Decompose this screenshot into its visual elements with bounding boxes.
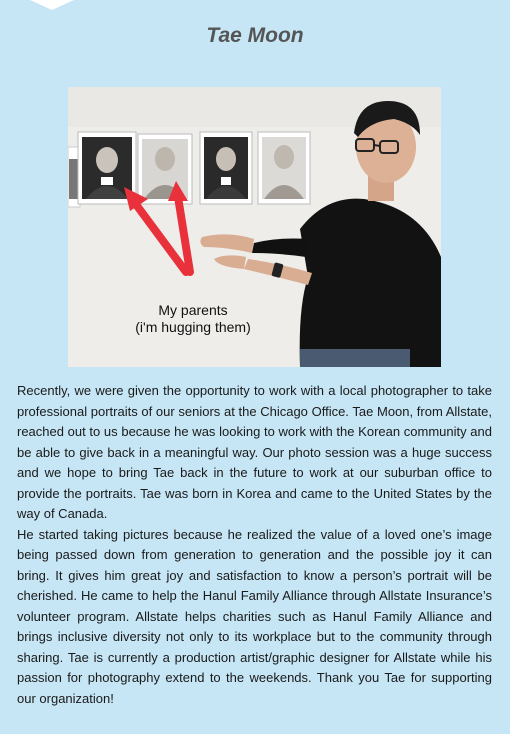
photo-caption — [68, 302, 318, 336]
portrait-4 — [200, 132, 252, 204]
page-title: Tae Moon — [206, 24, 304, 47]
photo-caption-line1: My parents — [158, 302, 228, 318]
top-notch-decoration — [30, 0, 74, 10]
article-body — [17, 381, 492, 709]
feature-photo — [68, 87, 441, 367]
paragraph-2: He started taking pictures because he realized the value of a loved one’s image being passed down from generation to generation and the possible joy it can bring. It gives him great joy and satisfaction to know a person’s portrait will be cherished. He came to help the Hanul Family Alliance through Allstate Insurance’s volunteer program. Allstate helps charities such as Hanul Family Alliance and brings inclusive diversity not only to its workplace but to the community through sharing. Tae is currently a production artist/graphic designer for Allstate while his passion for photography extend to the weekends. Thank you Tae for supporting our organization! — [17, 526, 492, 706]
photo-caption-line2: (i'm hugging them) — [135, 319, 251, 335]
paragraph-1: Recently, we were given the opportunity to work with a local photographer to take professional portraits of our seniors at the Chicago Office. Tae Moon, from Allstate, reached out to us because he was looking to work with the Korean community and be able to give back in a meaningful way. Our photo session was a huge success and we hope to bring Tae back in the future to work at our suburban office to provide the portraits. Tae was born in Korea and came to the United States by the way of Canada. — [17, 383, 492, 521]
portrait-5 — [258, 132, 310, 204]
portrait-3 — [138, 134, 192, 204]
